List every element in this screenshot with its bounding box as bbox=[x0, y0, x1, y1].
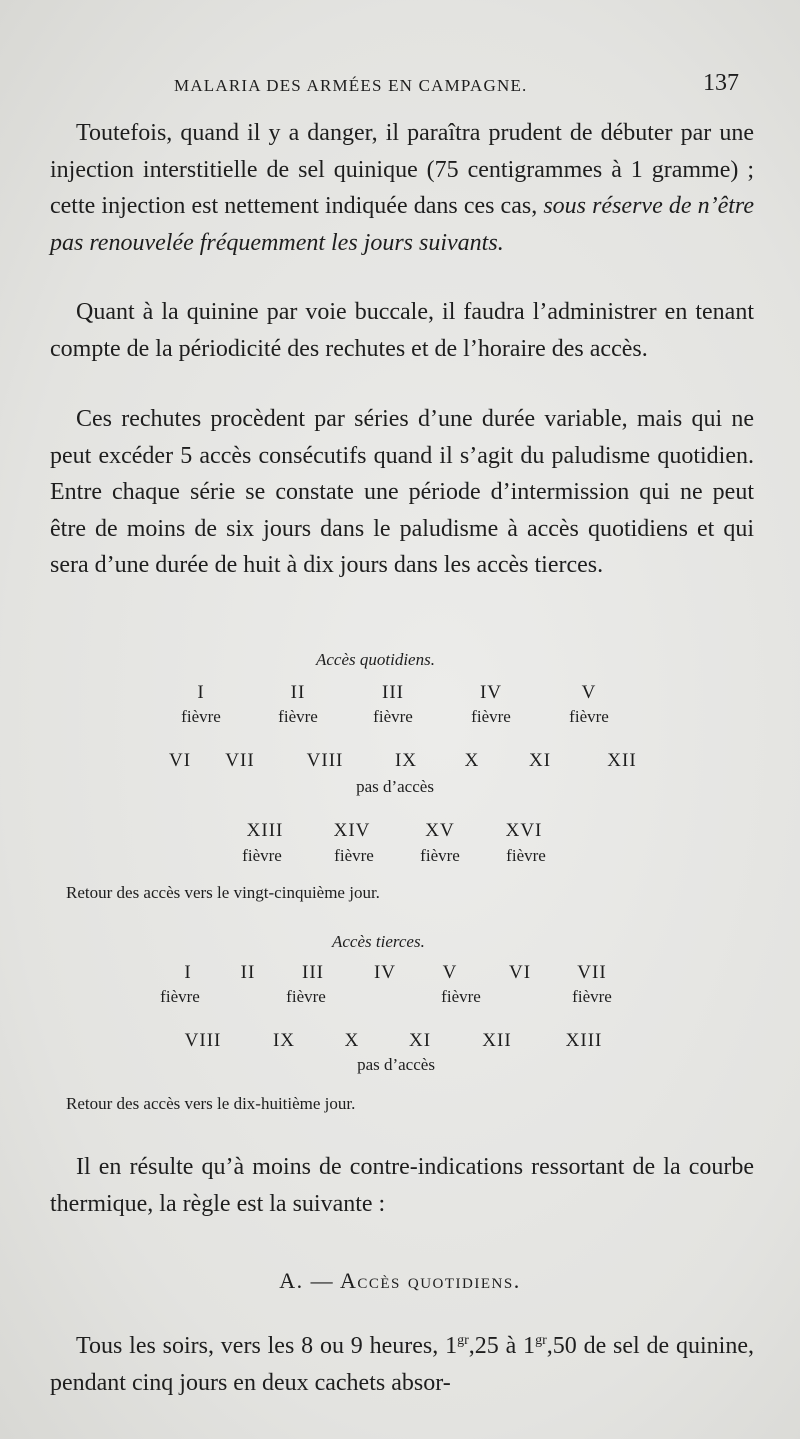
paragraph-text: Toutefois, quand il y a danger, il paraîtra prudent de débuter par une injection interstitielle de sel quinique (75 centigrammes à 1 gramme) ; cette injection est nettement indiquée dans ces cas, bbox=[50, 120, 754, 220]
table-heading-tierces: Accès tierces. bbox=[332, 932, 425, 951]
paragraph-conclusion bbox=[50, 1149, 754, 1222]
paragraph-text: ,25 à 1 bbox=[468, 1333, 536, 1359]
day-numeral: XIV bbox=[333, 820, 371, 841]
day-numeral: XIII bbox=[246, 820, 284, 841]
day-numeral: V bbox=[442, 962, 458, 983]
day-numeral: XII bbox=[607, 750, 637, 771]
day-numeral: XI bbox=[528, 750, 552, 771]
fever-label: fièvre bbox=[242, 846, 282, 865]
section-title: A. — Accès quotidiens. bbox=[279, 1268, 521, 1293]
day-numeral: II bbox=[290, 682, 306, 703]
day-numeral: XI bbox=[408, 1030, 432, 1051]
fever-label: fièvre bbox=[181, 707, 221, 726]
paragraph-rechutes bbox=[50, 401, 754, 584]
paragraph-italic-text: sous réserve de n’être pas renouvelée fréquemment les jours suivants. bbox=[50, 193, 754, 256]
quotidiens-row-3 bbox=[0, 820, 800, 844]
fever-label: fièvre bbox=[471, 707, 511, 726]
day-numeral: I bbox=[184, 962, 192, 983]
day-numeral: VII bbox=[577, 962, 607, 983]
quotidiens-row-2 bbox=[0, 750, 800, 774]
paragraph-quinine bbox=[50, 294, 754, 367]
day-numeral: XVI bbox=[505, 820, 543, 841]
tierces-row-1 bbox=[0, 962, 800, 986]
day-numeral: III bbox=[302, 962, 324, 983]
quotidiens-row-1 bbox=[0, 682, 800, 706]
fever-label: fièvre bbox=[373, 707, 413, 726]
day-numeral: I bbox=[197, 682, 205, 703]
paragraph-text: ,50 de sel de quinine, pendant cinq jours en deux cachets absor- bbox=[50, 1333, 755, 1396]
fever-label: fièvre bbox=[506, 846, 546, 865]
note-tierces: Retour des accès vers le dix-huitième jour. bbox=[66, 1094, 356, 1113]
day-numeral: XV bbox=[425, 820, 455, 841]
paragraph-dosage bbox=[50, 1323, 754, 1401]
paragraph-text: Tous les soirs, vers les 8 ou 9 heures, 1 bbox=[76, 1333, 458, 1359]
table-heading-quotidiens: Accès quotidiens. bbox=[316, 650, 435, 669]
fever-label: fièvre bbox=[286, 987, 326, 1006]
fever-label: fièvre bbox=[334, 846, 374, 865]
day-numeral: IX bbox=[272, 1030, 296, 1051]
day-numeral: X bbox=[344, 1030, 360, 1051]
page-number: 137 bbox=[703, 70, 739, 96]
running-title: MALARIA DES ARMÉES EN CAMPAGNE. bbox=[174, 76, 528, 95]
paragraph-text: Quant à la quinine par voie buccale, il faudra l’administrer en tenant compte de la périodicité des rechutes et de l’horaire des accès. bbox=[50, 299, 754, 362]
fever-label: fièvre bbox=[420, 846, 460, 865]
day-numeral: X bbox=[464, 750, 480, 771]
tierces-row-2 bbox=[0, 1030, 800, 1054]
paragraph-text: Ces rechutes procèdent par séries d’une durée variable, mais qui ne peut excéder 5 accès consécutifs quand il s’agit du paludisme quotidien. Entre chaque série se constate une période d’intermission qui ne peut être de moins de six jours dans le paludisme à accès quotidiens et qui sera d’une durée de huit à dix jours dans les accès tierces. bbox=[50, 406, 754, 579]
day-numeral: IX bbox=[394, 750, 418, 771]
day-numeral: VI bbox=[168, 750, 192, 771]
fever-label: fièvre bbox=[441, 987, 481, 1006]
fever-label: fièvre bbox=[569, 707, 609, 726]
day-numeral: IV bbox=[373, 962, 397, 983]
fever-label: fièvre bbox=[160, 987, 200, 1006]
day-numeral: V bbox=[581, 682, 597, 703]
quotidiens-row-2-label bbox=[0, 777, 800, 801]
running-head bbox=[0, 70, 800, 102]
tierces-row-2-label bbox=[0, 1055, 800, 1079]
day-numeral: XII bbox=[482, 1030, 512, 1051]
paragraph-text: Il en résulte qu’à moins de contre-indications ressortant de la courbe thermique, la règle est la suivante : bbox=[50, 1154, 754, 1217]
day-numeral: III bbox=[382, 682, 404, 703]
fever-label: fièvre bbox=[278, 707, 318, 726]
quotidiens-row-1-labels bbox=[0, 707, 800, 731]
unit-superscript: gr bbox=[457, 1333, 469, 1348]
day-numeral: VIII bbox=[184, 1030, 222, 1051]
quotidiens-row-3-labels bbox=[0, 846, 800, 870]
tierces-row-1-labels bbox=[0, 987, 800, 1011]
unit-superscript: gr bbox=[535, 1333, 547, 1348]
day-numeral: II bbox=[240, 962, 256, 983]
note-quotidiens: Retour des accès vers le vingt-cinquième jour. bbox=[66, 883, 380, 902]
no-access-label: pas d’accès bbox=[356, 777, 434, 796]
day-numeral: VI bbox=[508, 962, 532, 983]
day-numeral: XIII bbox=[565, 1030, 603, 1051]
paragraph-injection bbox=[50, 115, 754, 261]
day-numeral: IV bbox=[479, 682, 503, 703]
day-numeral: VII bbox=[225, 750, 255, 771]
day-numeral: VIII bbox=[306, 750, 344, 771]
no-access-label: pas d’accès bbox=[357, 1055, 435, 1074]
fever-label: fièvre bbox=[572, 987, 612, 1006]
